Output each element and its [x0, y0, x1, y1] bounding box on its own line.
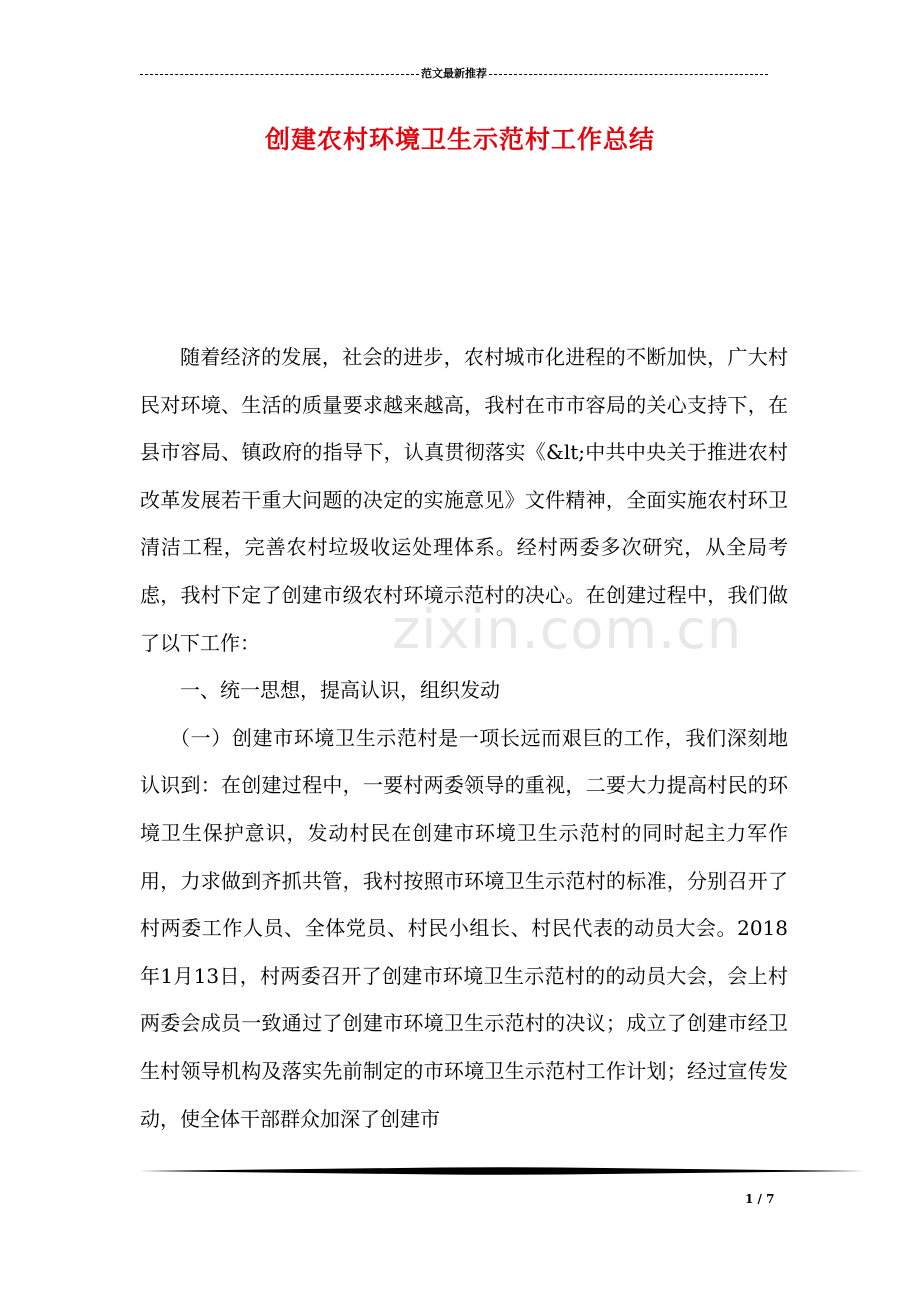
- header-label: 范文最新推荐: [421, 67, 487, 80]
- paragraph-intro: 随着经济的发展，社会的进步，农村城市化进程的不断加快，广大村民对环境、生活的质量要求越来越高，我村在市市容局的关心支持下，在县市容局、镇政府的指导下，认真贯彻落实《&lt;中共中央关于推进农村改革发展若干重大问题的决定的实施意见》文件精神，全面实施农村环卫清洁工程，完善农村垃圾收运处理体系。经村两委多次研究，从全局考虑，我村下定了创建市级农村环境示范村的决心。在创建过程中，我们做了以下工作：: [140, 345, 788, 655]
- page-number: 1 / 7: [745, 1192, 775, 1206]
- document-body: [140, 334, 788, 1143]
- page-header: [140, 67, 768, 81]
- section-heading: 一、统一思想，提高认识，组织发动: [180, 678, 500, 703]
- document-title: 创建农村环境卫生示范村工作总结: [264, 125, 655, 154]
- paragraph-sub-1: （一）创建市环境卫生示范村是一项长远而艰巨的工作，我们深刻地认识到：在创建过程中，一要村两委领导的重视，二要大力提高村民的环境卫生保护意识，发动村民在创建市环境卫生示范村的同时起主力军作用，力求做到齐抓共管，我村按照市环境卫生示范村的标准，分别召开了村两委工作人员、全体党员、村民小组长、村民代表的动员大会。2018年1月13日，村两委召开了创建市环境卫生示范村的的动员大会，会上村两委会成员一致通过了创建市环境卫生示范村的决议；成立了创建市经卫生村领导机构及落实先前制定的市环境卫生示范村工作计划；经过宣传发动，使全体干部群众加深了创建市: [140, 725, 788, 1131]
- header-dash-left: [140, 74, 419, 75]
- header-dash-right: [489, 74, 768, 75]
- watermark: zixin.com.cn: [392, 598, 743, 661]
- footer-rule: [140, 1166, 864, 1176]
